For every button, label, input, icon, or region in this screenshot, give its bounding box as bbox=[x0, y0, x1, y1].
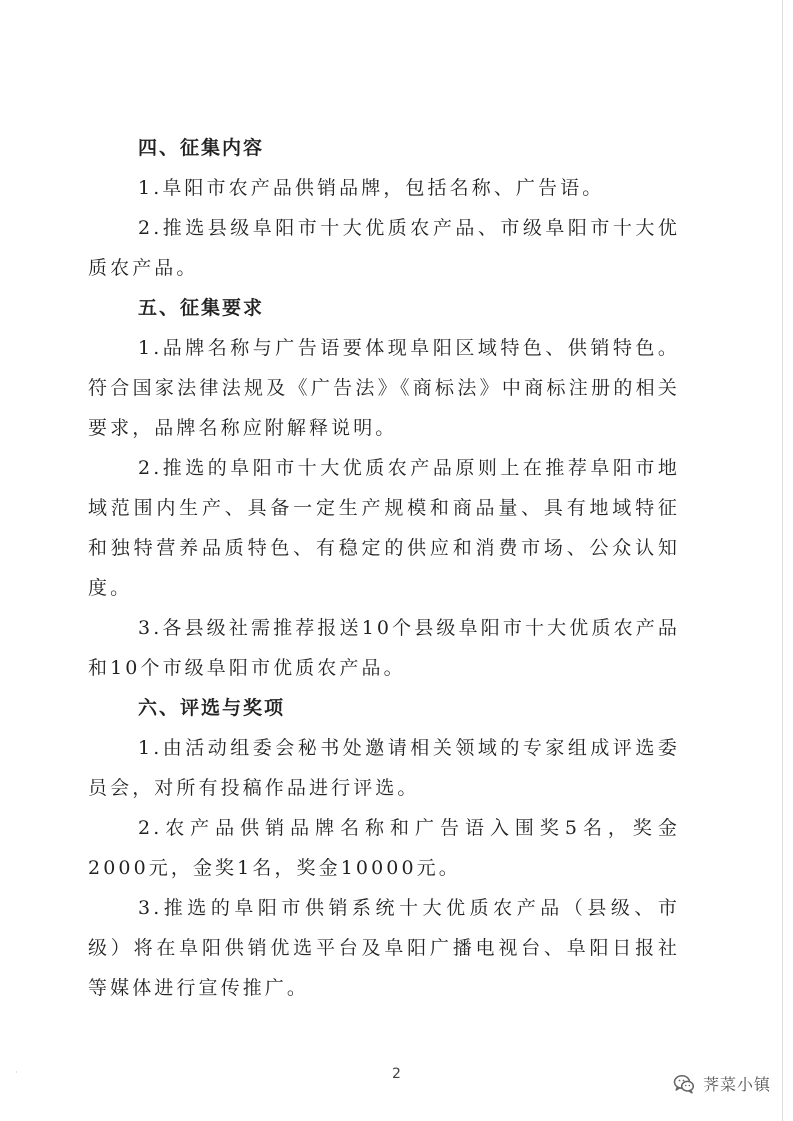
section-heading: 五、征集要求 bbox=[138, 297, 265, 319]
section-selection-awards bbox=[88, 688, 680, 1008]
page-edge-line bbox=[782, 0, 783, 1121]
paragraph: 1.由活动组委会秘书处邀请相关领域的专家组成评选委员会，对所有投稿作品进行评选。 bbox=[88, 737, 680, 799]
scan-speck: · bbox=[15, 1068, 18, 1077]
paragraph: 3.推选的阜阳市供销系统十大优质农产品（县级、市级）将在阜阳供销优选平台及阜阳广播电视台、阜阳日报社等媒体进行宣传推广。 bbox=[88, 897, 680, 999]
paragraph: 2.农产品供销品牌名称和广告语入围奖5名，奖金2000元，金奖1名，奖金10000元。 bbox=[88, 817, 680, 879]
section-collection-requirements bbox=[88, 288, 680, 688]
section-heading: 四、征集内容 bbox=[138, 137, 265, 159]
page-number: 2 bbox=[392, 1066, 401, 1082]
paragraph: 1.品牌名称与广告语要体现阜阳区域特色、供销特色。符合国家法律法规及《广告法》《商标法》中商标注册的相关要求，品牌名称应附解释说明。 bbox=[88, 337, 680, 439]
paragraph: 2.推选县级阜阳市十大优质农产品、市级阜阳市十大优质农产品。 bbox=[88, 217, 680, 279]
paragraph: 2.推选的阜阳市十大优质农产品原则上在推荐阜阳市地域范围内生产、具备一定生产规模和商品量、具有地域特征和独特营养品质特色、有稳定的供应和消费市场、公众认知度。 bbox=[88, 457, 680, 599]
document-page bbox=[88, 128, 680, 1008]
paragraph: 1.阜阳市农产品供销品牌，包括名称、广告语。 bbox=[138, 177, 605, 199]
watermark bbox=[673, 1072, 771, 1095]
section-collection-content bbox=[88, 128, 680, 288]
wechat-icon bbox=[673, 1073, 695, 1095]
paragraph: 3.各县级社需推荐报送10个县级阜阳市十大优质农产品和10个市级阜阳市优质农产品。 bbox=[88, 617, 680, 679]
section-heading: 六、评选与奖项 bbox=[138, 697, 286, 719]
watermark-text: 荠菜小镇 bbox=[702, 1075, 771, 1094]
